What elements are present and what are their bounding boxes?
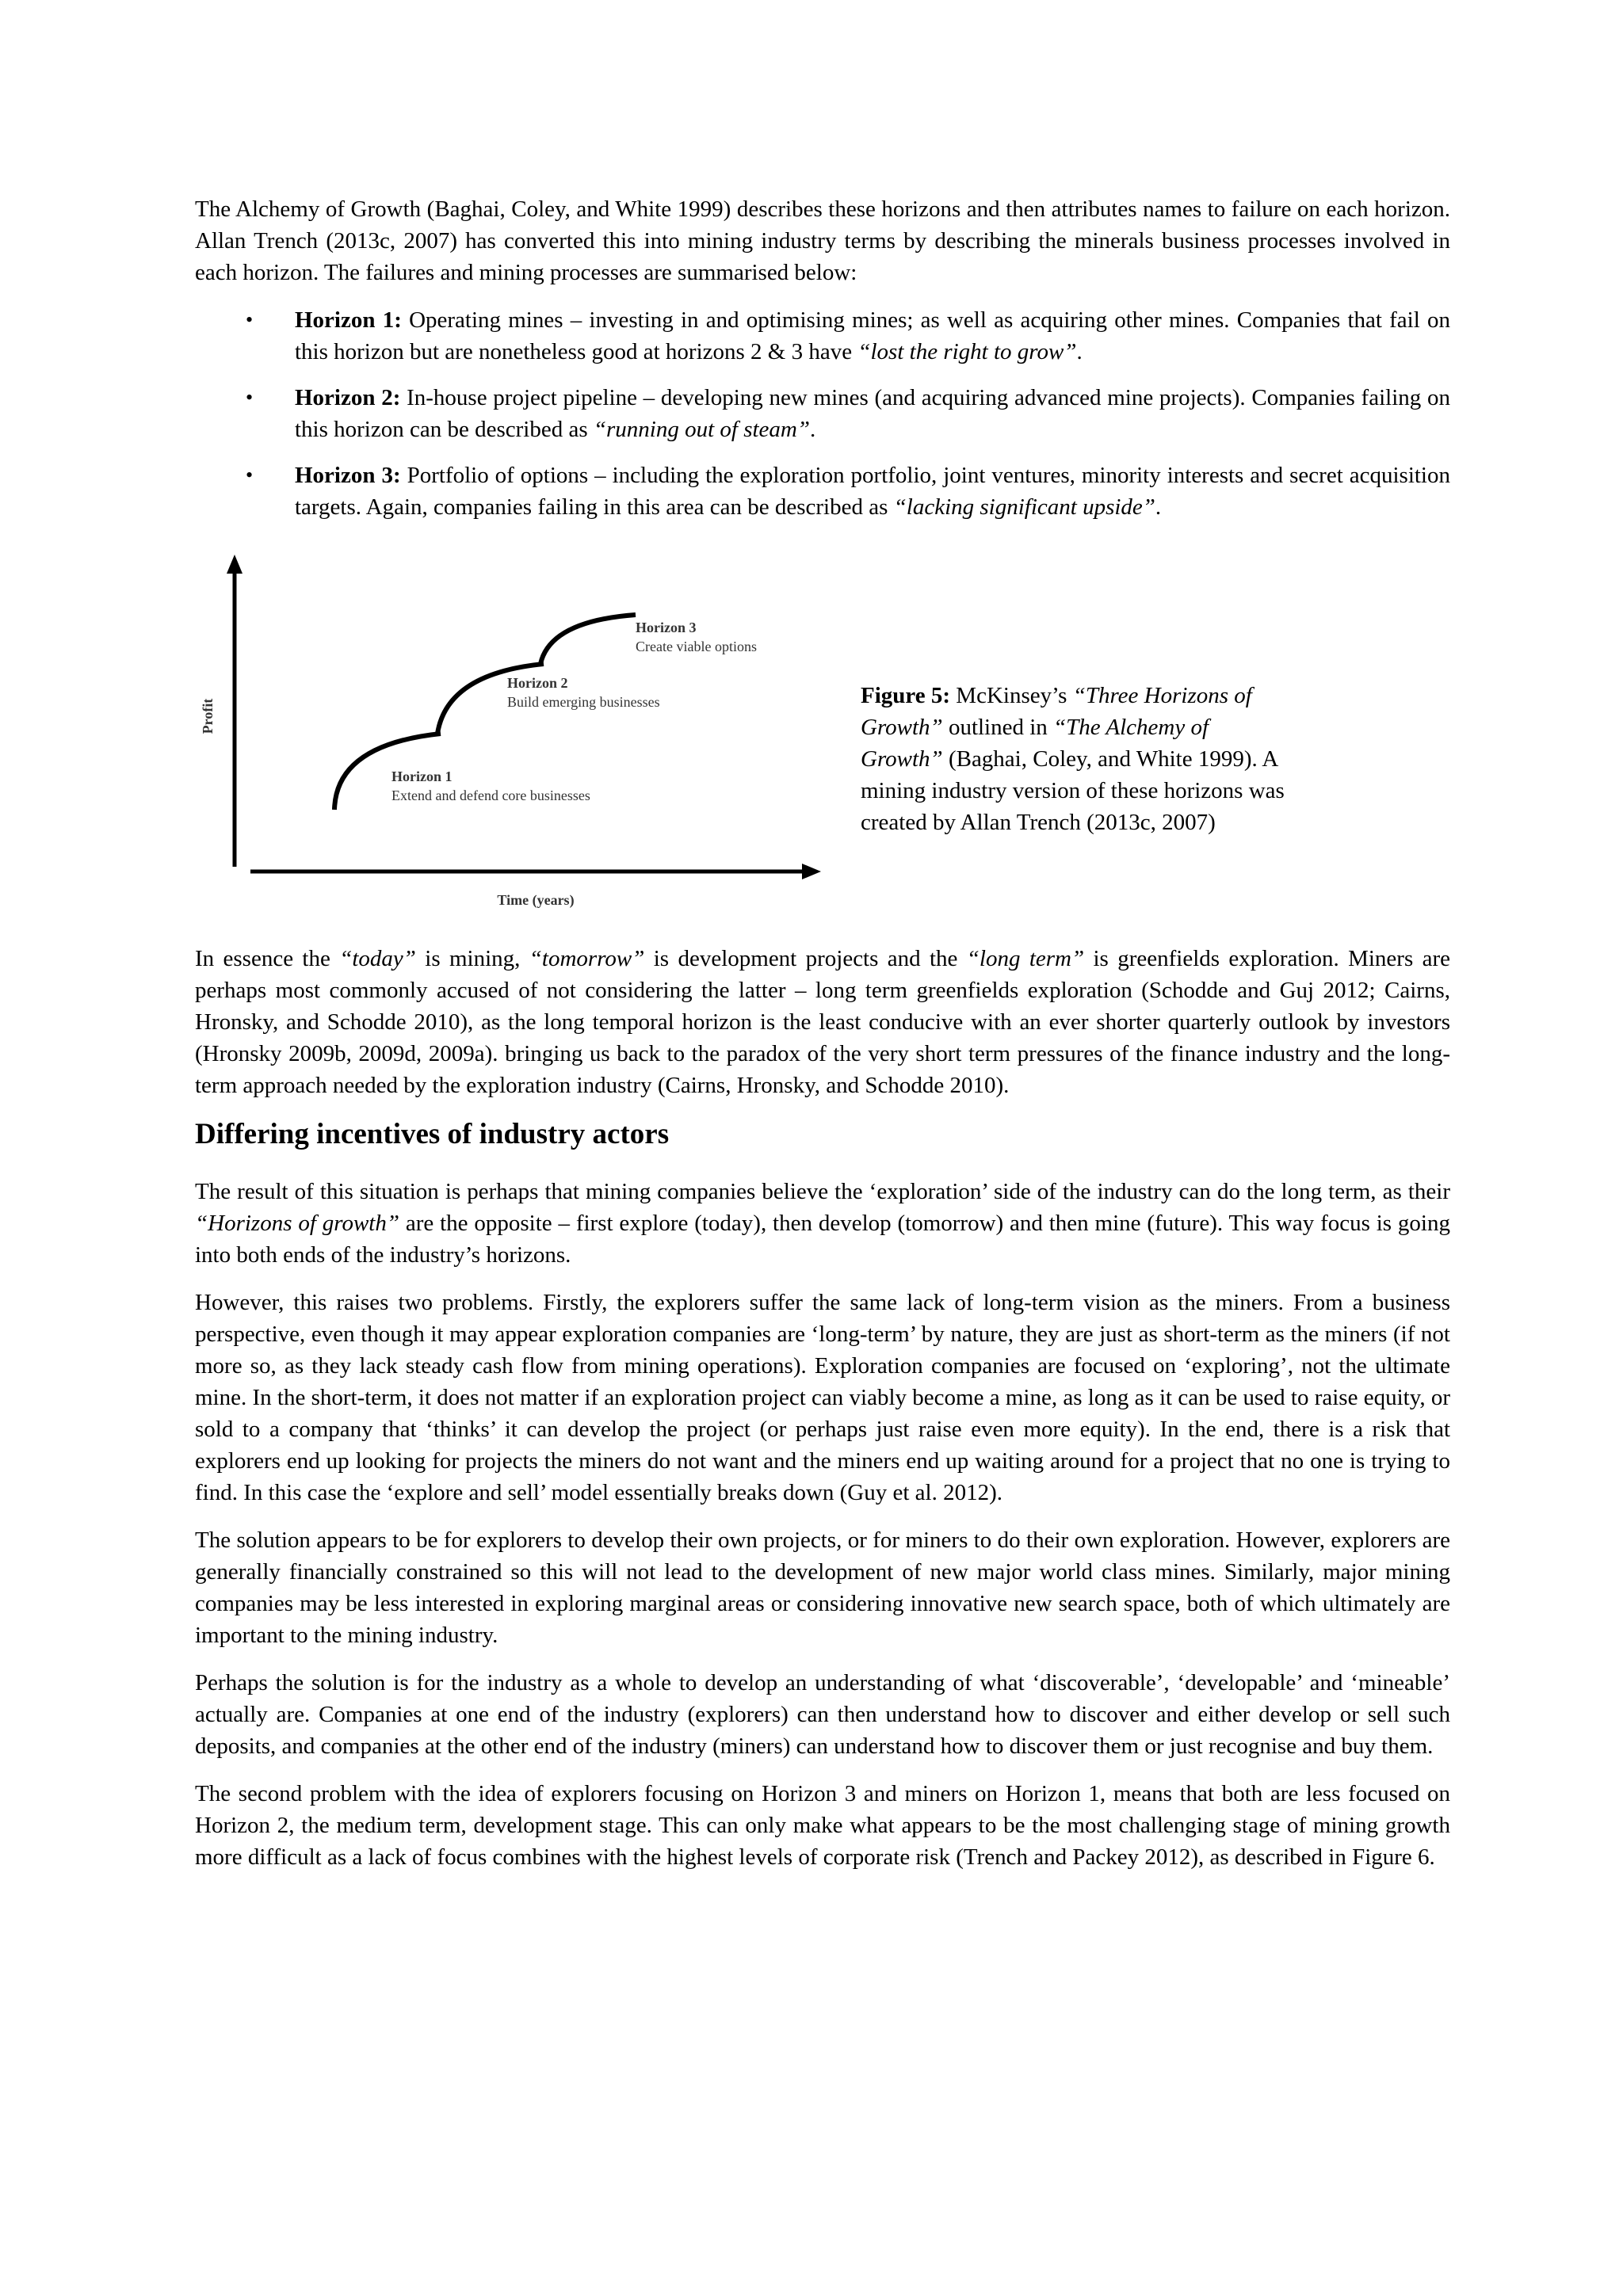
paragraph-5: The second problem with the idea of explorers focusing on Horizon 3 and miners on Horizon 1, means that both are less focused on Horizon 2, the medium term, development stage. This can only make what appears to be the most challenging stage of mining growth more difficult as a lack of focus combines with the highest levels of corporate risk (Trench and Packey 2012), as described in Figure 6. (195, 1781, 1450, 1870)
horizon-3-title: Horizon 3 (636, 620, 697, 635)
x-axis-arrow-icon (802, 864, 821, 879)
paragraph-3: The solution appears to be for explorers to develop their own projects, or for miners to do their own exploration. However, explorers are generally financially constrained so this will not lead to the development of new major world class mines. Similarly, major mining companies may be less interested in exploring marginal areas or considering innovative new search space, both of which ultimately are important to the mining industry. (195, 1527, 1450, 1648)
horizon-2-subtitle: Build emerging businesses (507, 694, 660, 710)
y-axis-arrow-icon (227, 555, 242, 574)
section-heading: Differing incentives of industry actors (195, 1118, 670, 1150)
essence-paragraph: In essence the “today” is mining, “tomorrow” is development projects and the “long term” is greenfields exploration. Miners are perhaps most commonly accused of not considering the latter – long term greenfields exploration (Schodde and Guj 2012; Cairns, Hronsky, and Schodde 2010), as the long temporal horizon is the least conducive with an ever shorter quarterly outlook by investors (Hronsky 2009b, 2009d, 2009a). bringing us back to the paradox of the very short term pressures of the finance industry and the long-term approach needed by the exploration industry (Cairns, Hronsky, and Schodde 2010). (195, 946, 1450, 1098)
figure-caption: Figure 5: McKinsey’s “Three Horizons of Growth” outlined in “The Alchemy of Growth” (Baghai, Coley, and White 1999). A mining industry version of these horizons was created by Allan Trench (2013c, 2007) (861, 683, 1285, 835)
x-axis-label: Time (years) (497, 892, 575, 908)
page-content (195, 193, 1450, 1889)
horizons-diagram (195, 547, 829, 930)
bullet-icon: • (246, 386, 254, 409)
y-axis-label: Profit (200, 698, 216, 734)
horizons-list (195, 304, 1450, 523)
horizon-1-subtitle: Extend and defend core businesses (391, 788, 590, 803)
horizon-3-subtitle: Create viable options (636, 639, 757, 654)
figure-5 (195, 547, 1450, 930)
paragraph-4: Perhaps the solution is for the industry as a whole to develop an understanding of what ‘discoverable’, ‘developable’ and ‘mineable’ actually are. Companies at one end of the industry (explorers) can then understand how to discover and either develop or sell such deposits, and companies at the other end of the industry (miners) can understand how to discover them or just recognise and buy them. (195, 1670, 1450, 1759)
bullet-icon: • (246, 308, 254, 331)
horizon-3-curve (540, 615, 636, 664)
horizon-1-label: Horizon 1: (295, 307, 402, 333)
horizon-2-title: Horizon 2 (507, 675, 568, 691)
horizon-3-label: Horizon 3: (295, 463, 401, 488)
paragraph-2: However, this raises two problems. Firstly, the explorers suffer the same lack of long-term vision as the miners. From a business perspective, even though it may appear exploration companies are ‘long-term’ by nature, they are just as short-term as the miners (if not more so, as they lack steady cash flow from mining operations). Exploration companies are focused on ‘exploring’, not the ultimate mine. In the short-term, it does not matter if an exploration project can viably become a mine, as long as it can be used to raise equity, or sold to a company that ‘thinks’ it can develop the project (or perhaps just raise even more equity). In the end, there is a risk that explorers end up looking for projects the miners do not want and the miners end up waiting around for a project that no one is trying to find. In this case the ‘explore and sell’ model essentially breaks down (Guy et al. 2012). (195, 1290, 1450, 1505)
list-item-horizon-3: • Horizon 3: Portfolio of options – including the exploration portfolio, joint ventures, minority interests and secret acquisition targets. Again, companies failing in this area can be described as “lacking significant upside”. (195, 460, 1450, 523)
bullet-icon: • (246, 463, 254, 486)
horizon-1-title: Horizon 1 (391, 769, 453, 784)
paragraph-1: The result of this situation is perhaps that mining companies believe the ‘exploration’ side of the industry can do the long term, as their “Horizons of growth” are the opposite – first explore (today), then develop (tomorrow) and then mine (future). This way focus is going into both ends of the industry’s horizons. (195, 1179, 1450, 1268)
horizon-2-label: Horizon 2: (295, 385, 401, 410)
intro-paragraph: The Alchemy of Growth (Baghai, Coley, and White 1999) describes these horizons and then attributes names to failure on each horizon. Allan Trench (2013c, 2007) has converted this into mining industry terms by describing the minerals business processes involved in each horizon. The failures and mining processes are summarised below: (195, 196, 1450, 285)
list-item-horizon-2: • Horizon 2: In-house project pipeline – developing new mines (and acquiring advanced mine projects). Companies failing on this horizon can be described as “running out of steam”. (195, 382, 1450, 445)
list-item-horizon-1: • Horizon 1: Operating mines – investing in and optimising mines; as well as acquiring other mines. Companies that fail on this horizon but are nonetheless good at horizons 2 & 3 have “lost the right to grow”. (195, 304, 1450, 368)
